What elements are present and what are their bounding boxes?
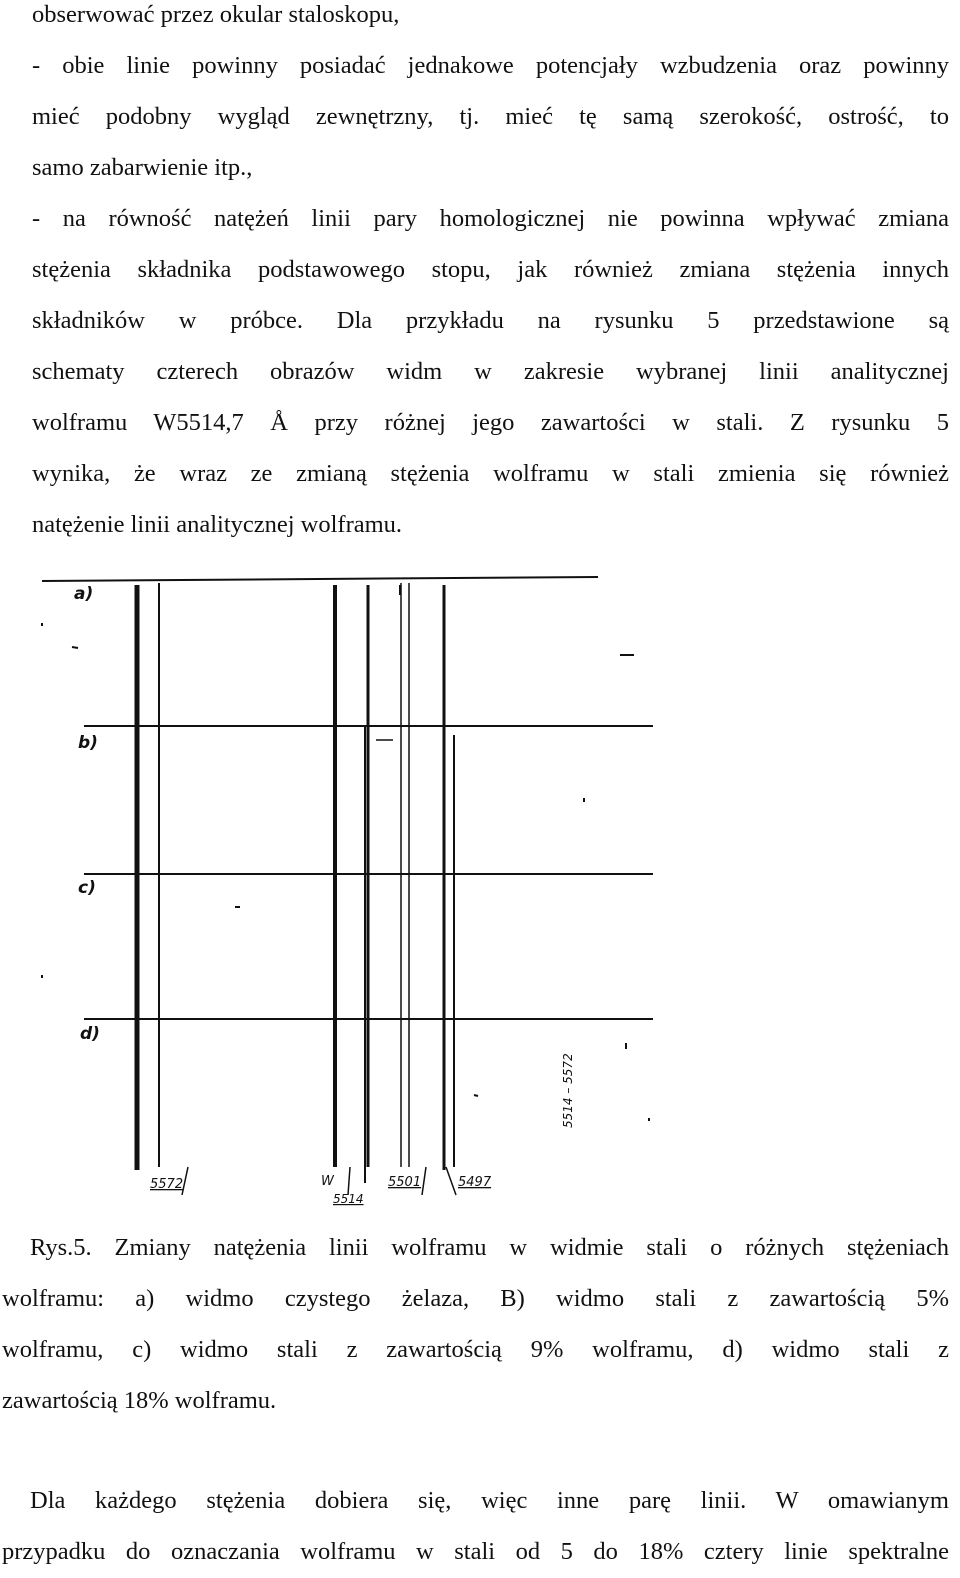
text-line: składników w próbce. Dla przykładu na rysunku 5 przedstawione są [32,307,949,334]
wavelength-label-5514: 5514 [333,1192,364,1206]
text-line: schematy czterech obrazów widm w zakresie wybranej linii analitycznej [32,358,949,385]
text-line: natężenie linii analitycznej wolframu. [32,511,403,538]
panel-label-b: b) [78,733,98,753]
label-leader [422,1167,426,1195]
caption-line: wolframu, c) widmo stali z zawartością 9% wolframu, d) widmo stali z [2,1336,949,1363]
caption-line: Rys.5. Zmiany natężenia linii wolframu w widmie stali o różnych stężeniach [30,1234,949,1261]
text-line: obserwować przez okular staloskopu, [32,1,400,28]
wavelength-label-5572: 5572 [150,1177,184,1192]
panel-a-baseline [42,577,598,581]
label-leader [348,1167,350,1195]
text-line: stężenia składnika podstawowego stopu, jak również zmiana stężenia innych [32,256,949,283]
text-line: wolframu W5514,7 Å przy różnej jego zawartości w stali. Z rysunku 5 [32,409,949,436]
caption-line: wolframu: a) widmo czystego żelaza, B) widmo stali z zawartością 5% [2,1285,949,1312]
wavelength-label-5497: 5497 [458,1175,492,1190]
wavelength-label-w: W [321,1174,334,1189]
text-line: samo zabarwienie itp., [32,154,253,181]
caption-line: zawartością 18% wolframu. [2,1387,277,1414]
spectra-drawing [28,555,678,1215]
panel-label-d: d) [80,1024,100,1044]
text-line: wynika, że wraz ze zmianą stężenia wolframu w stali zmienia się również [32,460,949,487]
body-paragraph-top [32,0,949,550]
side-label-5514-5572: 5514 – 5572 [561,1053,575,1128]
text-line: - na równość natężeń linii pary homologicznej nie powinna wpływać zmiana [32,205,949,232]
spectra-figure [28,555,678,1215]
text-line: - obie linie powinny posiadać jednakowe potencjały wzbudzenia oraz powinny [32,52,949,79]
panel-label-c: c) [78,878,96,898]
figure-caption [2,1222,949,1426]
text-line: Dla każdego stężenia dobiera się, więc inne parę linii. W omawianym [30,1487,949,1514]
body-paragraph-bottom [2,1475,949,1577]
text-line: mieć podobny wygląd zewnętrzny, tj. mieć tę samą szerokość, ostrość, to [32,103,949,130]
label-leader [446,1167,456,1195]
panel-label-a: a) [74,584,94,604]
text-line: przypadku do oznaczania wolframu w stali od 5 do 18% cztery linie spektralne [2,1538,949,1565]
wavelength-label-5501: 5501 [388,1175,422,1190]
